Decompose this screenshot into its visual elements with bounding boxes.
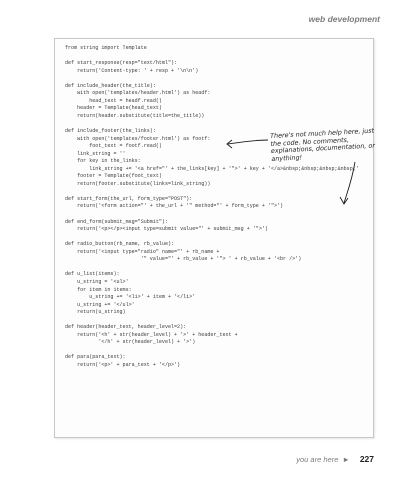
footer-arrow-icon: ►	[342, 455, 350, 464]
code-line: u_string += '</ul>'	[65, 301, 135, 308]
code-line: return(header.substitute(title=the_title))	[65, 112, 205, 119]
code-line	[65, 188, 359, 196]
code-line	[65, 317, 359, 325]
code-line: head_text = headf.read()	[65, 97, 162, 104]
code-line: def include_footer(the_links):	[65, 128, 156, 135]
code-line: with open('templates/header.html') as headf:	[65, 90, 211, 97]
code-line: return('<input type="radio" name="' + rb_name +	[65, 248, 220, 255]
code-line: return('<p></p><input type=submit value="' + submit_msg + '">')	[65, 226, 268, 233]
page-footer	[296, 454, 374, 464]
code-block	[65, 45, 359, 370]
code-line: u_string += '<li>' + item + '</li>'	[65, 294, 196, 301]
handwritten-annotation: There's not much help here, just the code. No comments, explanations, documentation, or anything!	[269, 126, 376, 163]
code-line: with open('templates/footer.html') as footf:	[65, 135, 211, 142]
code-line: def para(para_text):	[65, 354, 126, 361]
code-line: def header(header_text, header_level=2):	[65, 324, 187, 331]
code-listing	[54, 38, 374, 438]
code-line: def start_response(resp="text/html"):	[65, 60, 178, 67]
code-line: def end_form(submit_msg="Submit"):	[65, 218, 168, 225]
code-line: link_string += '<a href="' + the_links[key] + '">' + key + '</a>&nbsp;&nbsp;&nbsp;&nbsp;'	[65, 165, 359, 172]
code-line	[65, 211, 359, 219]
footer-label: you are here	[296, 455, 339, 464]
code-line: return('<h' + str(header_level) + '>' + header_text +	[65, 331, 238, 338]
code-line	[65, 234, 359, 242]
code-line: return('Content-type: ' + resp + '\n\n')	[65, 67, 199, 74]
code-line: return('<form action="' + the_url + '" method="' + form_type + '">')	[65, 203, 284, 210]
code-line: u_string = '<ul>'	[65, 278, 129, 285]
code-line: def include_header(the_title):	[65, 82, 156, 89]
page-number: 227	[359, 454, 374, 464]
section-tag: web development	[308, 14, 380, 24]
code-line	[65, 264, 359, 272]
code-line: from string import Template	[65, 45, 147, 51]
code-line: def start_form(the_url, form_type="POST"):	[65, 195, 193, 202]
code-line: for item in items:	[65, 286, 132, 293]
code-line: '</h' + str(header_level) + '>')	[65, 339, 196, 346]
code-line	[65, 75, 359, 83]
code-line	[65, 53, 359, 61]
code-line: return(u_string)	[65, 309, 126, 316]
code-line: return('<p>' + para_text + '</p>')	[65, 361, 181, 368]
code-line: def u_list(items):	[65, 271, 120, 278]
code-line: header = Template(head_text)	[65, 105, 162, 112]
code-line: foot_text = footf.read()	[65, 143, 162, 150]
code-line: footer = Template(foot_text)	[65, 173, 162, 180]
code-line	[65, 347, 359, 355]
code-line: link_string = ''	[65, 150, 126, 157]
code-line: for key in the_links:	[65, 158, 141, 165]
code-line: return(footer.substitute(links=link_string))	[65, 180, 211, 187]
code-line: def radio_button(rb_name, rb_value):	[65, 241, 175, 248]
code-line: '" value="' + rb_value + '"> ' + rb_value + '<br />')	[65, 256, 302, 263]
code-line	[65, 120, 359, 128]
